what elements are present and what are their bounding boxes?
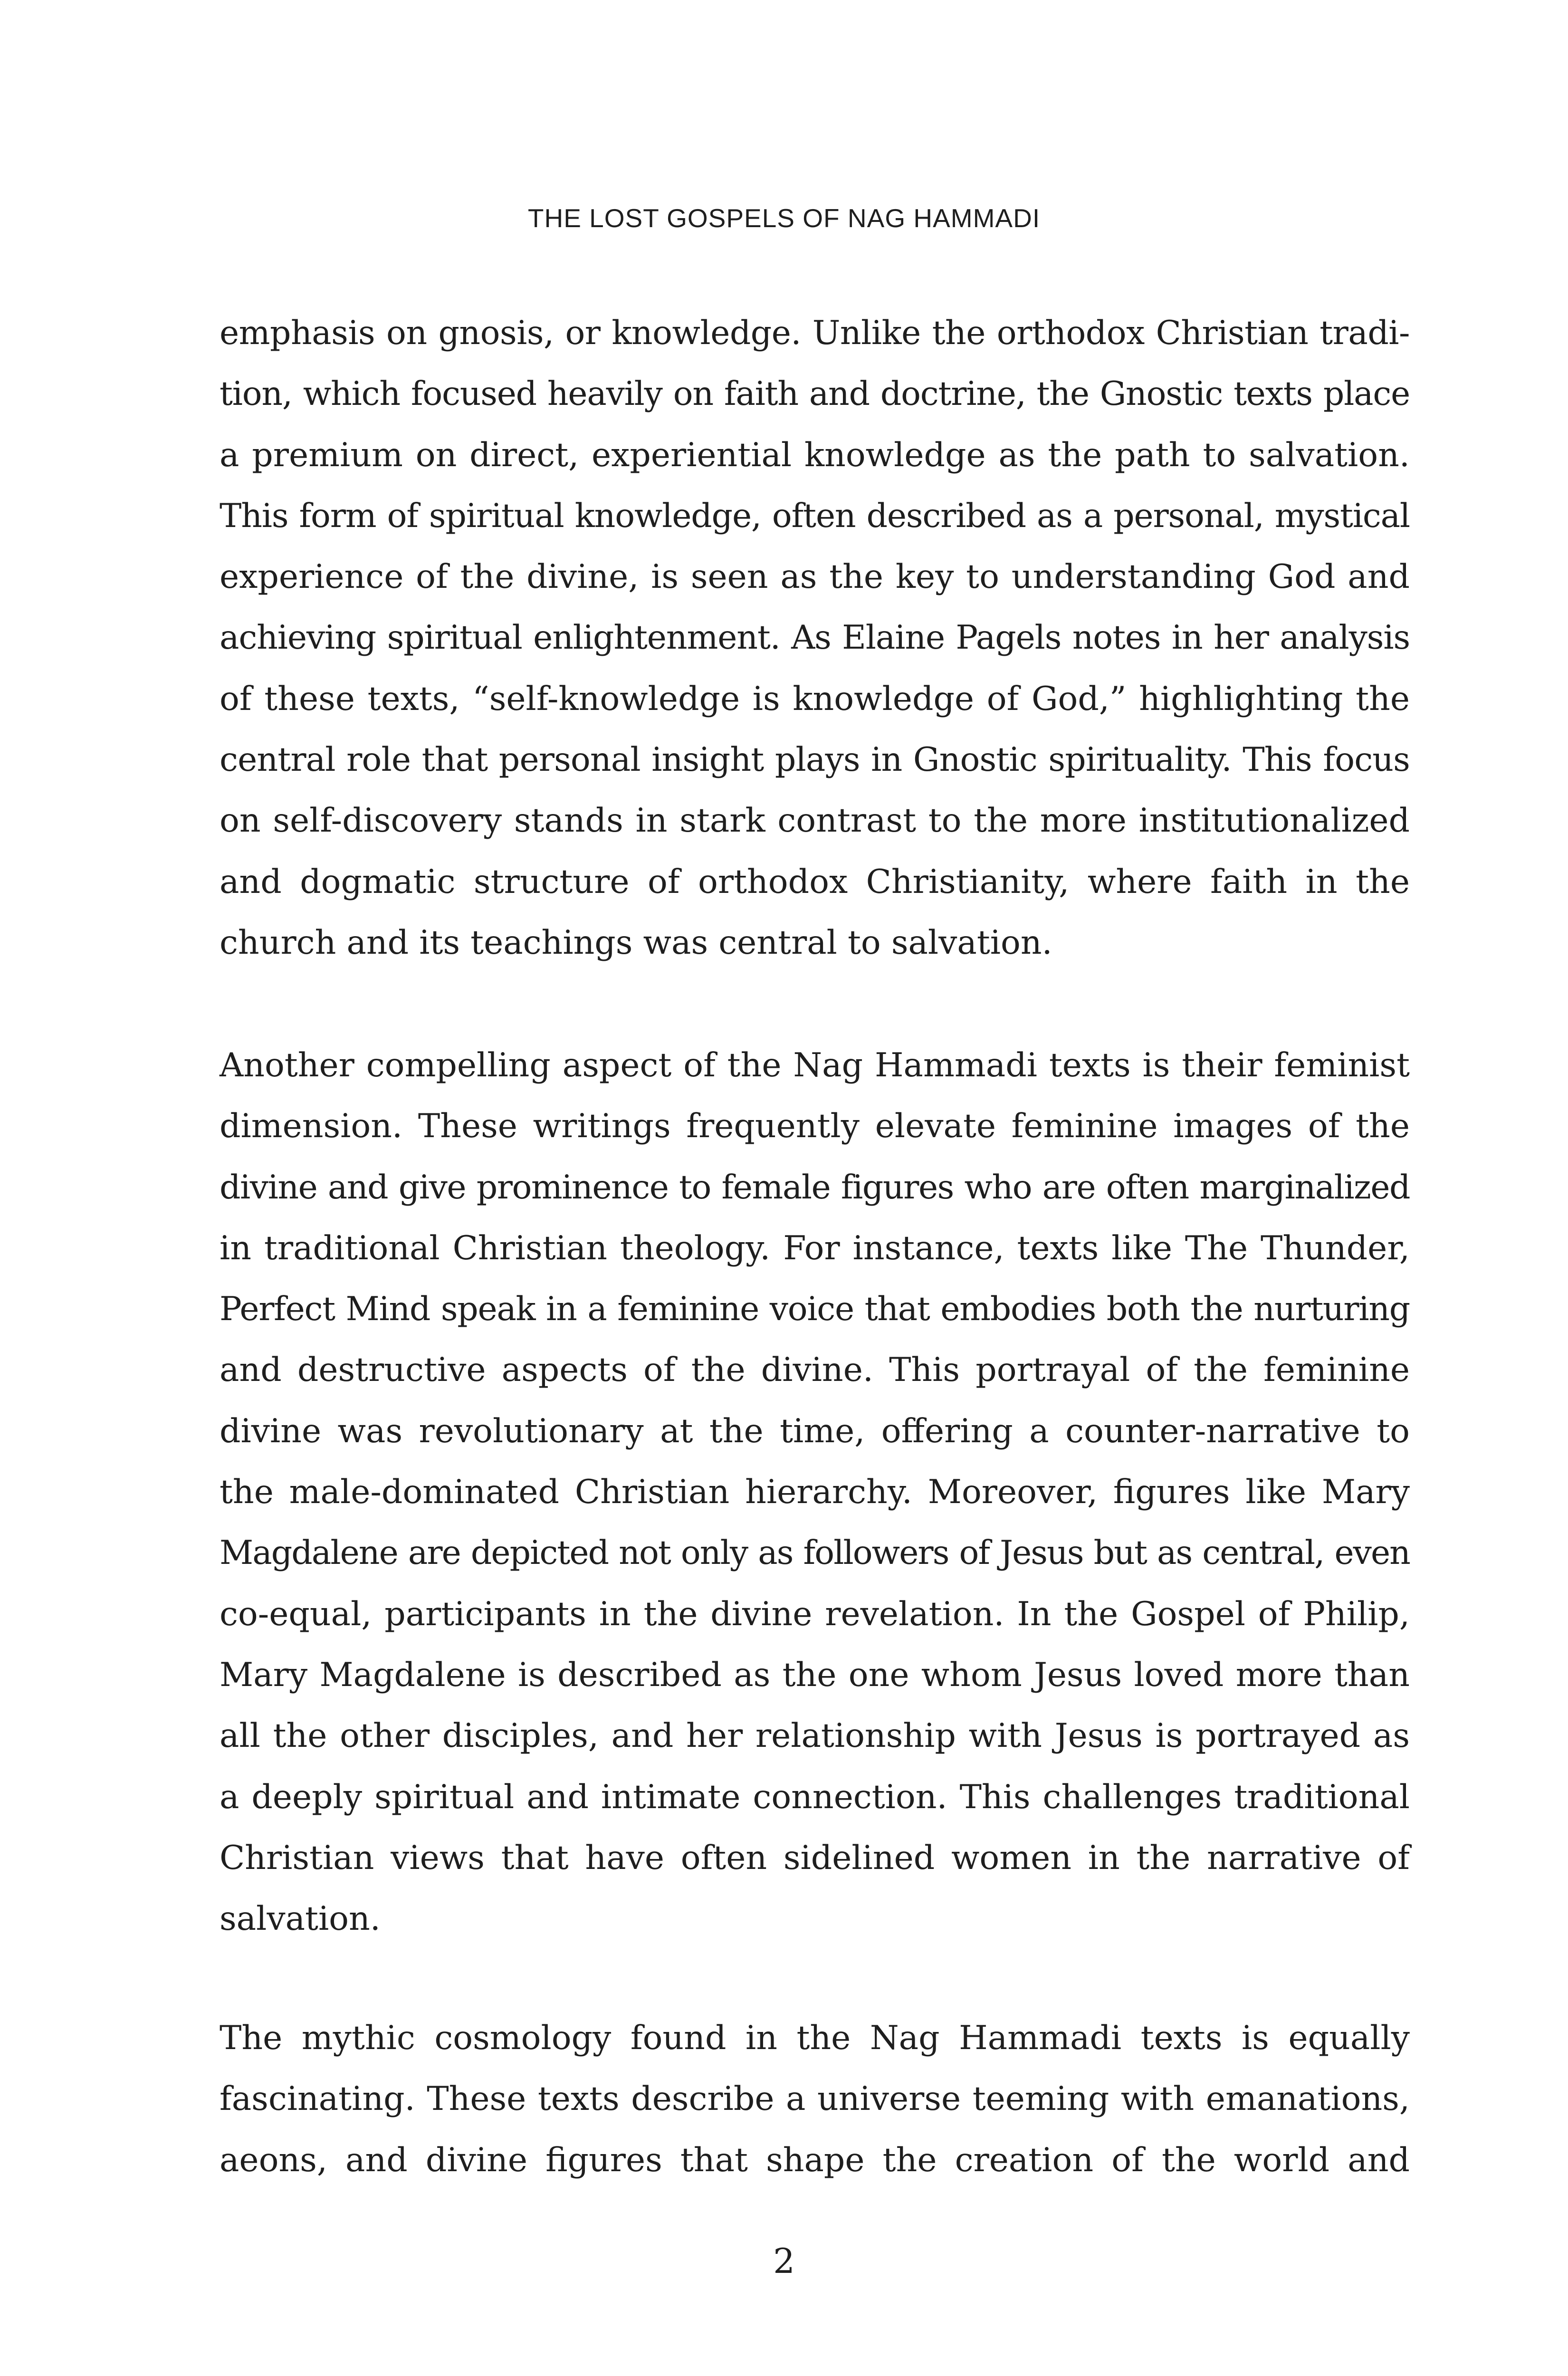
text-line: divine was revolutionary at the time, offering a counter-narrative to xyxy=(220,1411,1410,1450)
body-paragraph xyxy=(220,1035,1410,1949)
text-line: of these texts, “self-knowledge is knowledge of God,” highlighting the xyxy=(220,679,1410,718)
text-line: all the other disciples, and her relationship with Jesus is portrayed as xyxy=(220,1716,1410,1755)
text-line: fascinating. These texts describe a universe teeming with emanations, xyxy=(220,2079,1410,2118)
text-line: a premium on direct, experiential knowledge as the path to salvation. xyxy=(220,435,1410,474)
text-line: Mary Magdalene is described as the one whom Jesus loved more than xyxy=(220,1655,1410,1694)
text-line: in traditional Christian theology. For instance, texts like The Thunder, xyxy=(220,1228,1410,1267)
text-line: emphasis on gnosis, or knowledge. Unlike the orthodox Christian tradi- xyxy=(220,314,1410,352)
text-line: Perfect Mind speak in a feminine voice that embodies both the nurturing xyxy=(220,1290,1410,1329)
text-line: experience of the divine, is seen as the key to understanding God and xyxy=(220,557,1410,596)
text-line: aeons, and divine figures that shape the creation of the world and xyxy=(220,2140,1410,2179)
page-number: 2 xyxy=(773,2241,795,2281)
text-line: and dogmatic structure of orthodox Christianity, where faith in the xyxy=(220,862,1410,901)
text-line: achieving spiritual enlightenment. As Elaine Pagels notes in her analysis xyxy=(220,618,1410,657)
text-line: Another compelling aspect of the Nag Hammadi texts is their feminist xyxy=(220,1046,1410,1084)
text-line: salvation. xyxy=(220,1899,381,1938)
text-line: central role that personal insight plays in Gnostic spirituality. This focus xyxy=(220,740,1410,779)
text-line: tion, which focused heavily on faith and doctrine, the Gnostic texts place xyxy=(220,374,1410,413)
text-line: on self-discovery stands in stark contrast to the more institutionalized xyxy=(220,801,1410,840)
text-line: co-equal, participants in the divine revelation. In the Gospel of Philip, xyxy=(220,1594,1410,1633)
text-line: dimension. These writings frequently elevate feminine images of the xyxy=(220,1107,1410,1146)
body-paragraph xyxy=(220,303,1410,973)
text-line: a deeply spiritual and intimate connection. This challenges traditional xyxy=(220,1777,1410,1816)
body-paragraph xyxy=(220,2008,1410,2191)
text-line: and destructive aspects of the divine. This portrayal of the feminine xyxy=(220,1351,1410,1389)
text-line: divine and give prominence to female figures who are often marginalized xyxy=(220,1168,1410,1207)
text-line: This form of spiritual knowledge, often described as a personal, mystical xyxy=(220,496,1410,535)
text-line: the male-dominated Christian hierarchy. Moreover, figures like Mary xyxy=(220,1473,1410,1512)
text-line: The mythic cosmology found in the Nag Hammadi texts is equally xyxy=(220,2019,1410,2057)
text-line: Magdalene are depicted not only as followers of Jesus but as central, even xyxy=(220,1533,1410,1572)
text-line: Christian views that have often sidelined women in the narrative of xyxy=(220,1838,1410,1877)
text-line: church and its teachings was central to salvation. xyxy=(220,923,1052,962)
running-header: THE LOST GOSPELS OF NAG HAMMADI xyxy=(527,203,1041,233)
